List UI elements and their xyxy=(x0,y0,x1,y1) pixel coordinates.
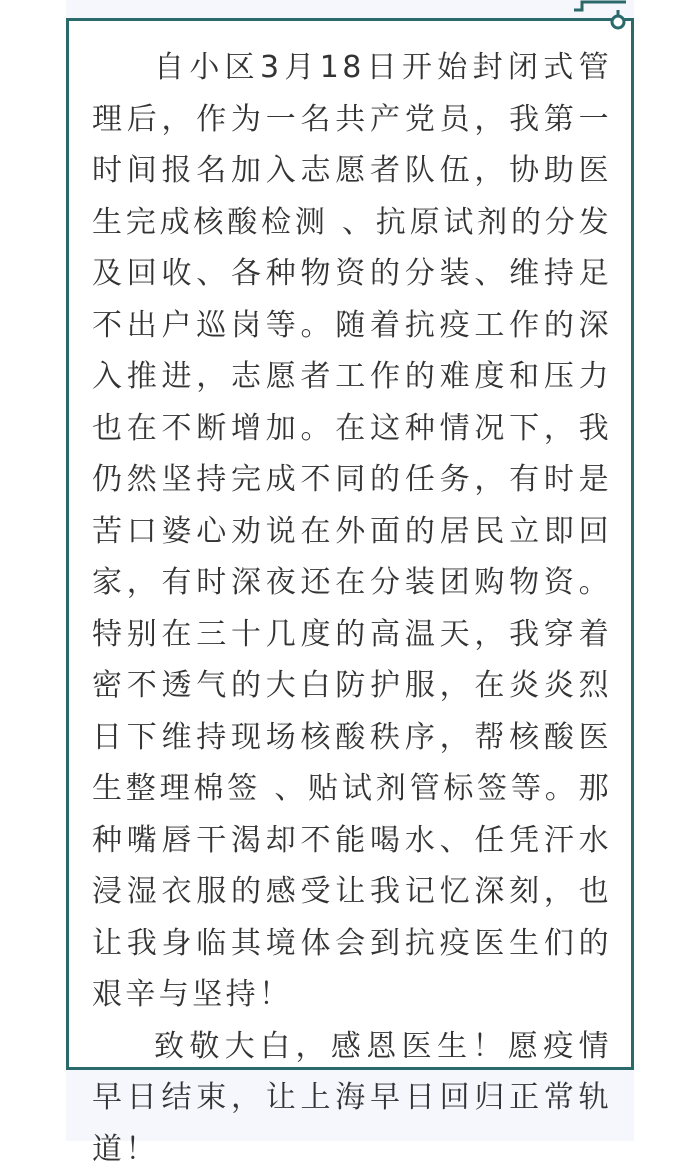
article-paragraph-1: 自小区3月18日开始封闭式管理后，作为一名共产党员，我第一时间报名加入志愿者队伍，协助医生完成核酸检测 、抗原试剂的分发及回收、各种物资的分装、维持足不出户巡岗等。随着抗疫工作的深入推进，志愿者工作的难度和压力也在不断增加。在这种情况下，我仍然坚持完成不同的任务，有时是苦口婆心劝说在外面的居民立即回家，有时深夜还在分装团购物资。特别在三十几度的高温天，我穿着密不透气的大白防护服，在炎炎烈日下维持现场核酸秩序，帮核酸医生整理棉签 、贴试剂管标签等。那种嘴唇干渴却不能喝水、任凭汗水浸湿衣服的感受让我记忆深刻，也让我身临其境体会到抗疫医生们的艰辛与坚持！ xyxy=(92,42,612,1021)
frame-corner-knob-icon xyxy=(608,10,628,30)
article-body xyxy=(92,42,612,1175)
article-paragraph-2: 致敬大白，感恩医生！愿疫情早日结束，让上海早日回归正常轨道！ xyxy=(92,1021,612,1175)
